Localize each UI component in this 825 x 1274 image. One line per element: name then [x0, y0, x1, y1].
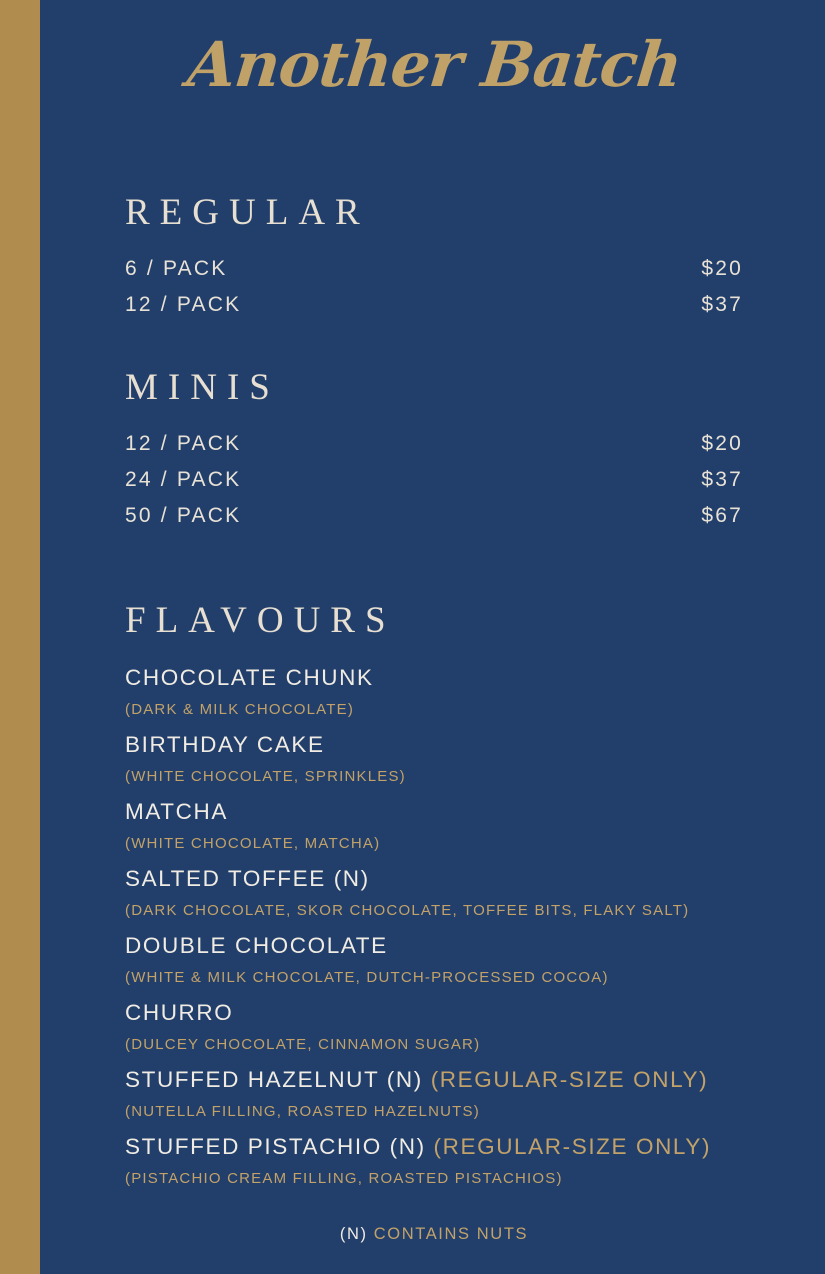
section-regular	[125, 128, 743, 323]
section-title-regular: REGULAR	[125, 192, 370, 233]
flavour-name-line	[125, 1130, 743, 1163]
price-row	[125, 251, 743, 287]
price-row	[125, 498, 743, 534]
price-row	[125, 462, 743, 498]
flavour-item	[125, 795, 743, 860]
flavour-name: CHURRO	[125, 1000, 234, 1025]
flavour-name: MATCHA	[125, 799, 228, 824]
flavour-item	[125, 929, 743, 994]
flavour-tag: (REGULAR-SIZE ONLY)	[430, 1067, 709, 1092]
section-title-minis: MINIS	[125, 367, 280, 408]
flavour-note: (DARK CHOCOLATE, SKOR CHOCOLATE, TOFFEE BITS, FLAKY SALT)	[125, 902, 690, 919]
flavour-tag: (REGULAR-SIZE ONLY)	[433, 1134, 712, 1159]
flavour-name-line	[125, 996, 743, 1029]
flavour-list	[125, 661, 743, 1195]
gold-side-stripe	[0, 0, 40, 1274]
price-amount: $20	[701, 257, 743, 280]
price-label: 24 / PACK	[125, 468, 242, 491]
price-list-regular	[125, 251, 743, 323]
brand-logo	[125, 0, 743, 128]
flavour-note: (PISTACHIO CREAM FILLING, ROASTED PISTACHIOS)	[125, 1170, 563, 1187]
flavour-name-line	[125, 661, 743, 694]
price-row	[125, 426, 743, 462]
flavour-name: STUFFED HAZELNUT (N)	[125, 1067, 423, 1092]
nut-footnote-mark: (N)	[339, 1225, 368, 1243]
flavour-name-line	[125, 929, 743, 962]
section-flavours	[125, 534, 743, 1195]
flavour-note: (WHITE & MILK CHOCOLATE, DUTCH-PROCESSED COCOA)	[125, 969, 609, 986]
flavour-item	[125, 1063, 743, 1128]
flavour-name-line	[125, 728, 743, 761]
flavour-name: DOUBLE CHOCOLATE	[125, 933, 388, 958]
flavour-item	[125, 862, 743, 927]
flavour-name-line	[125, 795, 743, 828]
brand-logo-text: Another Batch	[183, 28, 685, 101]
flavour-note: (NUTELLA FILLING, ROASTED HAZELNUTS)	[125, 1103, 480, 1120]
price-row	[125, 287, 743, 323]
price-amount: $37	[701, 293, 743, 316]
price-amount: $37	[701, 468, 743, 491]
section-title-flavours: FLAVOURS	[125, 600, 396, 641]
flavour-item	[125, 1130, 743, 1195]
price-label: 6 / PACK	[125, 257, 228, 280]
flavour-note: (DARK & MILK CHOCOLATE)	[125, 701, 355, 718]
price-label: 12 / PACK	[125, 432, 242, 455]
flavour-name-line	[125, 1063, 743, 1096]
nut-footnote-text: CONTAINS NUTS	[373, 1225, 529, 1243]
flavour-name: STUFFED PISTACHIO (N)	[125, 1134, 426, 1159]
flavour-name: SALTED TOFFEE (N)	[125, 866, 370, 891]
flavour-note: (DULCEY CHOCOLATE, CINNAMON SUGAR)	[125, 1036, 481, 1053]
flavour-item	[125, 661, 743, 726]
flavour-name: BIRTHDAY CAKE	[125, 732, 325, 757]
flavour-name: CHOCOLATE CHUNK	[125, 665, 374, 690]
price-list-minis	[125, 426, 743, 534]
flavour-note: (WHITE CHOCOLATE, MATCHA)	[125, 835, 381, 852]
price-amount: $67	[701, 504, 743, 527]
section-minis	[125, 323, 743, 534]
flavour-name-line	[125, 862, 743, 895]
flavour-item	[125, 996, 743, 1061]
flavour-note: (WHITE CHOCOLATE, SPRINKLES)	[125, 768, 406, 785]
menu-content	[40, 0, 825, 1274]
price-label: 50 / PACK	[125, 504, 242, 527]
flavour-item	[125, 728, 743, 793]
price-amount: $20	[701, 432, 743, 455]
nut-footnote	[125, 1225, 743, 1244]
price-label: 12 / PACK	[125, 293, 242, 316]
